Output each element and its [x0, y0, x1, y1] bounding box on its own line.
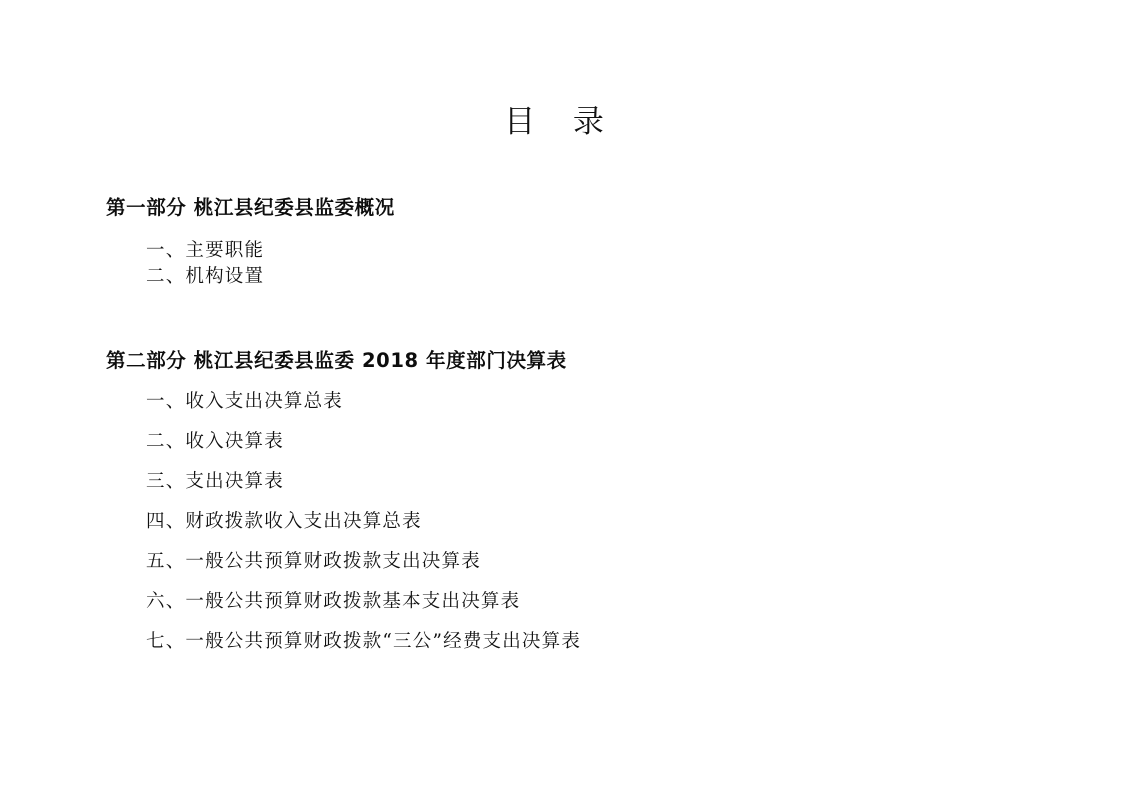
toc-entry[interactable]: 二、机构设置	[146, 266, 265, 287]
toc-entry[interactable]: 六、一般公共预算财政拨款基本支出决算表	[146, 591, 521, 612]
toc-part-heading: 第一部分 桃江县纪委县监委概况	[106, 196, 395, 219]
toc-entry[interactable]: 一、收入支出决算总表	[146, 391, 344, 412]
toc-entry[interactable]: 五、一般公共预算财政拨款支出决算表	[146, 551, 481, 572]
toc-part-heading: 第二部分 桃江县纪委县监委 2018 年度部门决算表	[106, 349, 567, 372]
toc-entry[interactable]: 一、主要职能	[146, 240, 265, 261]
toc-entry[interactable]: 三、支出决算表	[146, 471, 284, 492]
toc-entry[interactable]: 四、财政拨款收入支出决算总表	[146, 511, 422, 532]
toc-entry[interactable]: 七、一般公共预算财政拨款“三公”经费支出决算表	[146, 631, 582, 652]
page-title: 目 录	[504, 104, 618, 140]
toc-section-part-one	[106, 192, 1046, 288]
toc-section-part-two	[106, 345, 1046, 653]
toc-entry[interactable]: 二、收入决算表	[146, 431, 284, 452]
